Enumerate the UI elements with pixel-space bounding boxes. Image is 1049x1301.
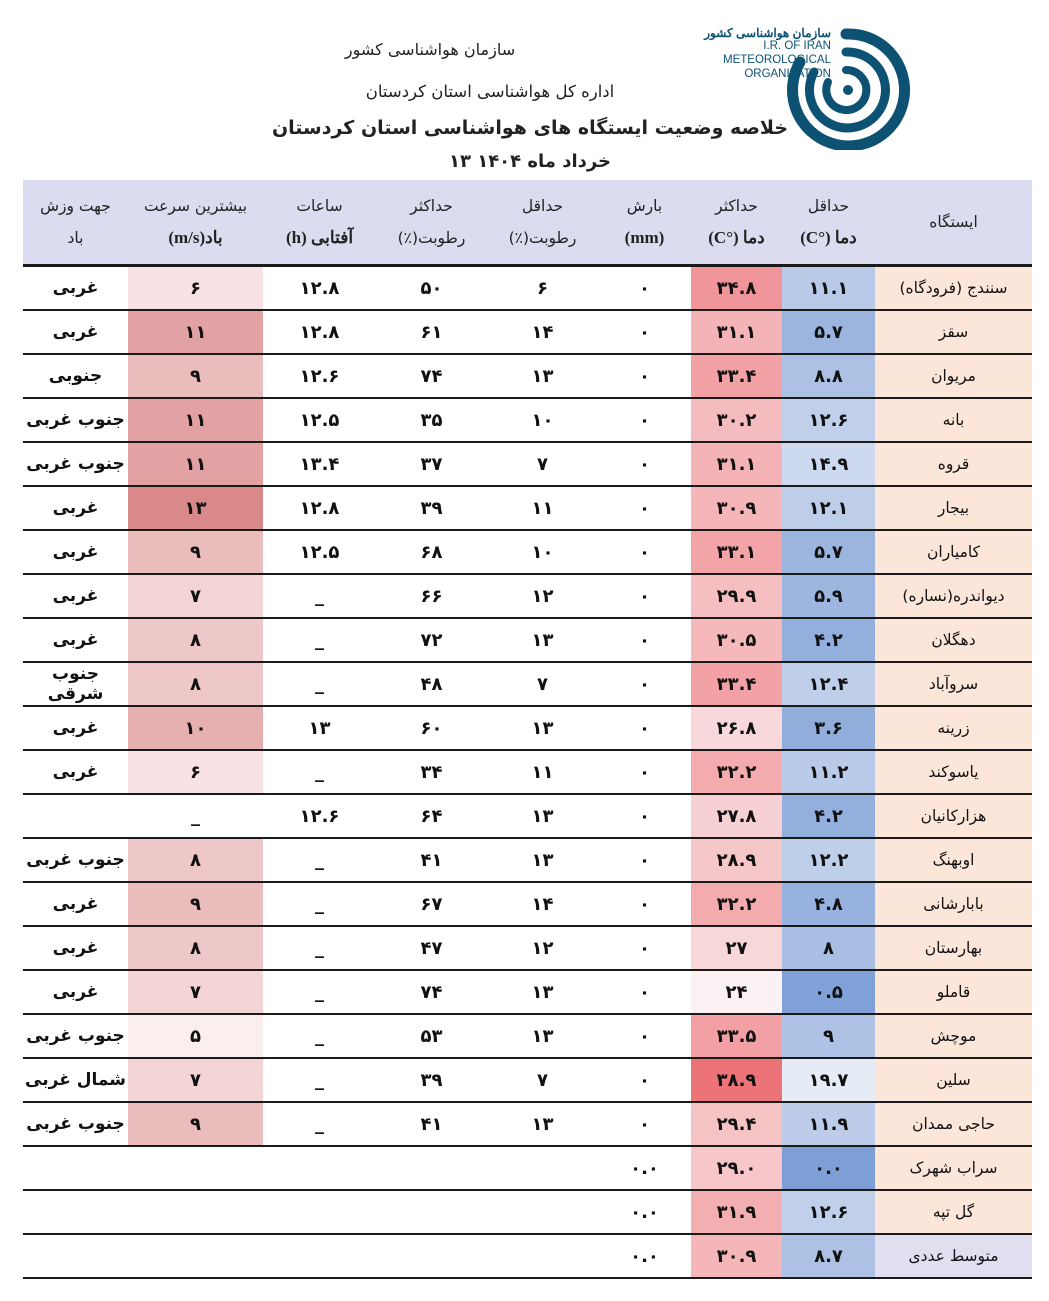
sunshine-hours-cell: ۱۲.۸ [263, 266, 376, 311]
station-row [23, 662, 1032, 706]
min-humidity-cell: ۱۳ [487, 354, 598, 398]
max-wind-speed-cell: ۱۱ [128, 442, 263, 486]
min-humidity-cell: ۱۳ [487, 838, 598, 882]
max-humidity-cell: ۶۸ [376, 530, 487, 574]
precipitation-cell: ۰ [598, 794, 691, 838]
sunshine-hours-cell: _ [263, 1014, 376, 1058]
station-name-cell: سقز [875, 310, 1032, 354]
station-name-cell: بابارشانی [875, 882, 1032, 926]
min-temp-cell: ۴.۲ [782, 618, 875, 662]
min-humidity-cell: ۶ [487, 266, 598, 311]
table-header-row [23, 180, 1032, 266]
max-wind-speed-cell [128, 1234, 263, 1278]
precipitation-cell: ۰ [598, 266, 691, 311]
precipitation-cell: ۰ [598, 574, 691, 618]
station-name-cell: بهارستان [875, 926, 1032, 970]
max-humidity-cell: ۳۵ [376, 398, 487, 442]
sunshine-hours-cell [263, 1146, 376, 1190]
max-temp-cell: ۳۲.۲ [691, 882, 782, 926]
station-row [23, 486, 1032, 530]
max-humidity-cell: ۳۹ [376, 1058, 487, 1102]
max-temp-cell: ۲۴ [691, 970, 782, 1014]
station-row [23, 794, 1032, 838]
average-row [23, 1234, 1032, 1278]
min-humidity-cell [487, 1234, 598, 1278]
col-sunshine-hours: ساعات آفتابی (h) [263, 180, 376, 266]
max-humidity-cell [376, 1190, 487, 1234]
wind-direction-cell: غربی [23, 618, 128, 662]
station-name-cell: گل تپه [875, 1190, 1032, 1234]
max-wind-speed-cell: ۷ [128, 574, 263, 618]
max-wind-speed-cell: ۷ [128, 970, 263, 1014]
min-humidity-cell: ۷ [487, 442, 598, 486]
station-row [23, 442, 1032, 486]
min-temp-cell: ۱۱.۱ [782, 266, 875, 311]
min-humidity-cell: ۱۳ [487, 1014, 598, 1058]
report-title: خلاصه وضعیت ایستگاه های هواشناسی استان کردستان [271, 117, 789, 139]
station-name-cell: مریوان [875, 354, 1032, 398]
max-wind-speed-cell: _ [128, 794, 263, 838]
precipitation-cell: ۰ [598, 1102, 691, 1146]
sunshine-hours-cell: _ [263, 970, 376, 1014]
precipitation-cell: ۰.۰ [598, 1190, 691, 1234]
min-humidity-cell [487, 1146, 598, 1190]
station-name-cell: حاجی ممدان [875, 1102, 1032, 1146]
precipitation-cell: ۰ [598, 926, 691, 970]
department-name: اداره کل هواشناسی استان کردستان [365, 82, 615, 101]
station-row [23, 750, 1032, 794]
wind-direction-cell: غربی [23, 574, 128, 618]
col-station: ایستگاه [875, 180, 1032, 266]
precipitation-cell: ۰ [598, 398, 691, 442]
precipitation-cell: ۰ [598, 442, 691, 486]
wind-direction-cell: غربی [23, 926, 128, 970]
sunshine-hours-cell: _ [263, 574, 376, 618]
max-wind-speed-cell: ۱۳ [128, 486, 263, 530]
max-temp-cell: ۲۷.۸ [691, 794, 782, 838]
min-temp-cell: ۵.۷ [782, 310, 875, 354]
sunshine-hours-cell: ۱۲.۵ [263, 398, 376, 442]
min-temp-cell: ۱۱.۹ [782, 1102, 875, 1146]
min-temp-cell: ۹ [782, 1014, 875, 1058]
col-max-temp: حداکثر دما (°C) [691, 180, 782, 266]
max-temp-cell: ۳۳.۱ [691, 530, 782, 574]
min-temp-cell: ۸.۸ [782, 354, 875, 398]
station-row [23, 266, 1032, 311]
min-humidity-cell: ۱۲ [487, 574, 598, 618]
max-humidity-cell: ۴۱ [376, 838, 487, 882]
min-temp-cell: ۰.۵ [782, 970, 875, 1014]
max-wind-speed-cell: ۶ [128, 266, 263, 311]
min-temp-cell: ۱۲.۶ [782, 1190, 875, 1234]
max-temp-cell: ۲۸.۹ [691, 838, 782, 882]
sunshine-hours-cell: _ [263, 750, 376, 794]
precipitation-cell: ۰.۰ [598, 1234, 691, 1278]
meteorological-organization-logo [698, 22, 913, 150]
min-humidity-cell [487, 1190, 598, 1234]
min-temp-cell: ۵.۷ [782, 530, 875, 574]
precipitation-cell: ۰ [598, 750, 691, 794]
max-wind-speed-cell: ۸ [128, 618, 263, 662]
station-name-cell: موچش [875, 1014, 1032, 1058]
station-row [23, 926, 1032, 970]
max-humidity-cell: ۴۸ [376, 662, 487, 706]
station-name-cell: سراب شهرک [875, 1146, 1032, 1190]
max-temp-cell: ۲۷ [691, 926, 782, 970]
max-temp-cell: ۳۱.۱ [691, 310, 782, 354]
col-max-wind-speed: بیشترین سرعت باد(m/s) [128, 180, 263, 266]
max-humidity-cell: ۷۴ [376, 354, 487, 398]
station-name-cell: دیواندره(نساره) [875, 574, 1032, 618]
stations-table [23, 180, 1032, 1279]
station-name-cell: کامیاران [875, 530, 1032, 574]
wind-direction-cell: غربی [23, 706, 128, 750]
min-temp-cell: ۳.۶ [782, 706, 875, 750]
precipitation-cell: ۰ [598, 354, 691, 398]
sunshine-hours-cell: _ [263, 1058, 376, 1102]
station-row [23, 618, 1032, 662]
wind-direction-cell: جنوب غربی [23, 1014, 128, 1058]
wind-direction-cell: شمال غربی [23, 1058, 128, 1102]
logo-text-en-1: I.R. OF IRAN [763, 40, 831, 52]
logo-text-en-3: ORGANIZATION [744, 68, 831, 80]
station-row [23, 310, 1032, 354]
min-humidity-cell: ۱۱ [487, 750, 598, 794]
max-humidity-cell: ۶۰ [376, 706, 487, 750]
logo-emblem-icon [786, 28, 910, 150]
max-temp-cell: ۳۰.۲ [691, 398, 782, 442]
station-name-cell: هزارکانیان [875, 794, 1032, 838]
max-humidity-cell: ۶۷ [376, 882, 487, 926]
max-humidity-cell: ۷۲ [376, 618, 487, 662]
min-humidity-cell: ۱۴ [487, 882, 598, 926]
sunshine-hours-cell: _ [263, 1102, 376, 1146]
station-row [23, 530, 1032, 574]
station-row [23, 354, 1032, 398]
min-temp-cell: ۱۲.۲ [782, 838, 875, 882]
wind-direction-cell: غربی [23, 486, 128, 530]
wind-direction-cell: جنوب غربی [23, 442, 128, 486]
max-temp-cell: ۳۳.۴ [691, 662, 782, 706]
wind-direction-cell: غربی [23, 310, 128, 354]
max-humidity-cell: ۳۷ [376, 442, 487, 486]
station-name-cell: قاملو [875, 970, 1032, 1014]
sunshine-hours-cell: ۱۲.۸ [263, 486, 376, 530]
sunshine-hours-cell: ۱۲.۶ [263, 794, 376, 838]
min-temp-cell: ۰.۰ [782, 1146, 875, 1190]
logo-text-en-2: METEOROLOGICAL [723, 54, 831, 66]
station-name-cell: بیجار [875, 486, 1032, 530]
max-wind-speed-cell: ۱۱ [128, 310, 263, 354]
max-temp-cell: ۳۸.۹ [691, 1058, 782, 1102]
max-wind-speed-cell: ۱۰ [128, 706, 263, 750]
station-row [23, 1102, 1032, 1146]
precipitation-cell: ۰ [598, 662, 691, 706]
station-row [23, 838, 1032, 882]
sunshine-hours-cell [263, 1190, 376, 1234]
station-name-cell: بانه [875, 398, 1032, 442]
station-name-cell: قروه [875, 442, 1032, 486]
station-name-cell: سنندج (فرودگاه) [875, 266, 1032, 311]
min-temp-cell: ۸ [782, 926, 875, 970]
max-temp-cell: ۲۶.۸ [691, 706, 782, 750]
precipitation-cell: ۰ [598, 970, 691, 1014]
max-wind-speed-cell [128, 1146, 263, 1190]
col-min-temp: حداقل دما (°C) [782, 180, 875, 266]
min-humidity-cell: ۱۲ [487, 926, 598, 970]
min-humidity-cell: ۱۰ [487, 530, 598, 574]
station-row [23, 1190, 1032, 1234]
max-temp-cell: ۳۳.۵ [691, 1014, 782, 1058]
max-humidity-cell: ۵۳ [376, 1014, 487, 1058]
min-temp-cell: ۱۹.۷ [782, 1058, 875, 1102]
station-name-cell: اوبهنگ [875, 838, 1032, 882]
station-name-cell: یاسوکند [875, 750, 1032, 794]
max-humidity-cell: ۶۱ [376, 310, 487, 354]
sunshine-hours-cell: ۱۲.۸ [263, 310, 376, 354]
max-wind-speed-cell: ۸ [128, 926, 263, 970]
max-wind-speed-cell [128, 1190, 263, 1234]
station-row [23, 1058, 1032, 1102]
sunshine-hours-cell [263, 1234, 376, 1278]
min-humidity-cell: ۷ [487, 662, 598, 706]
wind-direction-cell: غربی [23, 882, 128, 926]
max-temp-cell: ۳۲.۲ [691, 750, 782, 794]
min-humidity-cell: ۱۳ [487, 618, 598, 662]
organization-name: سازمان هواشناسی کشور [344, 40, 516, 59]
station-row [23, 574, 1032, 618]
sunshine-hours-cell: _ [263, 838, 376, 882]
min-humidity-cell: ۷ [487, 1058, 598, 1102]
wind-direction-cell [23, 1234, 128, 1278]
max-humidity-cell: ۳۴ [376, 750, 487, 794]
max-wind-speed-cell: ۶ [128, 750, 263, 794]
max-wind-speed-cell: ۱۱ [128, 398, 263, 442]
station-row [23, 882, 1032, 926]
wind-direction-cell: جنوب غربی [23, 1102, 128, 1146]
col-min-humidity: حداقل رطوبت(٪) [487, 180, 598, 266]
precipitation-cell: ۰ [598, 1014, 691, 1058]
min-humidity-cell: ۱۳ [487, 1102, 598, 1146]
max-temp-cell: ۳۰.۵ [691, 618, 782, 662]
max-temp-cell: ۲۹.۰ [691, 1146, 782, 1190]
max-temp-cell: ۳۳.۴ [691, 354, 782, 398]
col-wind-direction: جهت وزش باد [23, 180, 128, 266]
station-row [23, 970, 1032, 1014]
min-temp-cell: ۱۲.۶ [782, 398, 875, 442]
station-row [23, 1146, 1032, 1190]
max-humidity-cell [376, 1234, 487, 1278]
sunshine-hours-cell: ۱۳.۴ [263, 442, 376, 486]
min-temp-cell: ۴.۸ [782, 882, 875, 926]
station-name-cell: متوسط عددی [875, 1234, 1032, 1278]
col-precipitation: بارش (mm) [598, 180, 691, 266]
max-wind-speed-cell: ۹ [128, 882, 263, 926]
wind-direction-cell: جنوب غربی [23, 398, 128, 442]
min-temp-cell: ۱۱.۲ [782, 750, 875, 794]
col-max-humidity: حداکثر رطوبت(٪) [376, 180, 487, 266]
precipitation-cell: ۰ [598, 1058, 691, 1102]
min-humidity-cell: ۱۳ [487, 970, 598, 1014]
precipitation-cell: ۰ [598, 838, 691, 882]
max-humidity-cell: ۳۹ [376, 486, 487, 530]
min-temp-cell: ۱۲.۱ [782, 486, 875, 530]
min-temp-cell: ۱۴.۹ [782, 442, 875, 486]
max-wind-speed-cell: ۹ [128, 354, 263, 398]
max-temp-cell: ۳۱.۹ [691, 1190, 782, 1234]
max-humidity-cell: ۶۶ [376, 574, 487, 618]
wind-direction-cell: جنوبی [23, 354, 128, 398]
max-wind-speed-cell: ۵ [128, 1014, 263, 1058]
max-temp-cell: ۳۰.۹ [691, 1234, 782, 1278]
station-row [23, 706, 1032, 750]
max-wind-speed-cell: ۹ [128, 1102, 263, 1146]
max-temp-cell: ۲۹.۹ [691, 574, 782, 618]
sunshine-hours-cell: _ [263, 882, 376, 926]
max-temp-cell: ۳۴.۸ [691, 266, 782, 311]
max-humidity-cell: ۷۴ [376, 970, 487, 1014]
max-temp-cell: ۳۱.۱ [691, 442, 782, 486]
sunshine-hours-cell: _ [263, 926, 376, 970]
min-humidity-cell: ۱۱ [487, 486, 598, 530]
precipitation-cell: ۰ [598, 530, 691, 574]
min-humidity-cell: ۱۳ [487, 706, 598, 750]
min-temp-cell: ۸.۷ [782, 1234, 875, 1278]
max-humidity-cell: ۴۱ [376, 1102, 487, 1146]
station-name-cell: سروآباد [875, 662, 1032, 706]
max-humidity-cell [376, 1146, 487, 1190]
sunshine-hours-cell: ۱۲.۶ [263, 354, 376, 398]
wind-direction-cell: غربی [23, 750, 128, 794]
max-temp-cell: ۳۰.۹ [691, 486, 782, 530]
precipitation-cell: ۰ [598, 310, 691, 354]
station-name-cell: سلین [875, 1058, 1032, 1102]
station-row [23, 1014, 1032, 1058]
wind-direction-cell: غربی [23, 266, 128, 311]
wind-direction-cell [23, 1190, 128, 1234]
min-humidity-cell: ۱۴ [487, 310, 598, 354]
precipitation-cell: ۰ [598, 706, 691, 750]
station-name-cell: زرینه [875, 706, 1032, 750]
min-temp-cell: ۵.۹ [782, 574, 875, 618]
max-temp-cell: ۲۹.۴ [691, 1102, 782, 1146]
station-name-cell: دهگلان [875, 618, 1032, 662]
max-wind-speed-cell: ۹ [128, 530, 263, 574]
wind-direction-cell: جنوب غربی [23, 838, 128, 882]
max-wind-speed-cell: ۸ [128, 662, 263, 706]
precipitation-cell: ۰.۰ [598, 1146, 691, 1190]
sunshine-hours-cell: _ [263, 662, 376, 706]
sunshine-hours-cell: ۱۲.۵ [263, 530, 376, 574]
logo-text-fa: سازمان هواشناسی کشور [704, 26, 831, 40]
precipitation-cell: ۰ [598, 486, 691, 530]
wind-direction-cell [23, 1146, 128, 1190]
min-humidity-cell: ۱۳ [487, 794, 598, 838]
min-temp-cell: ۴.۲ [782, 794, 875, 838]
max-humidity-cell: ۴۷ [376, 926, 487, 970]
report-date: ۱۳ خرداد ماه ۱۴۰۴ [448, 151, 612, 172]
station-row [23, 398, 1032, 442]
sunshine-hours-cell: _ [263, 618, 376, 662]
max-humidity-cell: ۶۴ [376, 794, 487, 838]
precipitation-cell: ۰ [598, 882, 691, 926]
min-temp-cell: ۱۲.۴ [782, 662, 875, 706]
wind-direction-cell [23, 794, 128, 838]
wind-direction-cell: غربی [23, 970, 128, 1014]
wind-direction-cell: جنوب شرقی [23, 662, 128, 706]
max-wind-speed-cell: ۸ [128, 838, 263, 882]
precipitation-cell: ۰ [598, 618, 691, 662]
wind-direction-cell: غربی [23, 530, 128, 574]
min-humidity-cell: ۱۰ [487, 398, 598, 442]
sunshine-hours-cell: ۱۳ [263, 706, 376, 750]
max-humidity-cell: ۵۰ [376, 266, 487, 311]
max-wind-speed-cell: ۷ [128, 1058, 263, 1102]
